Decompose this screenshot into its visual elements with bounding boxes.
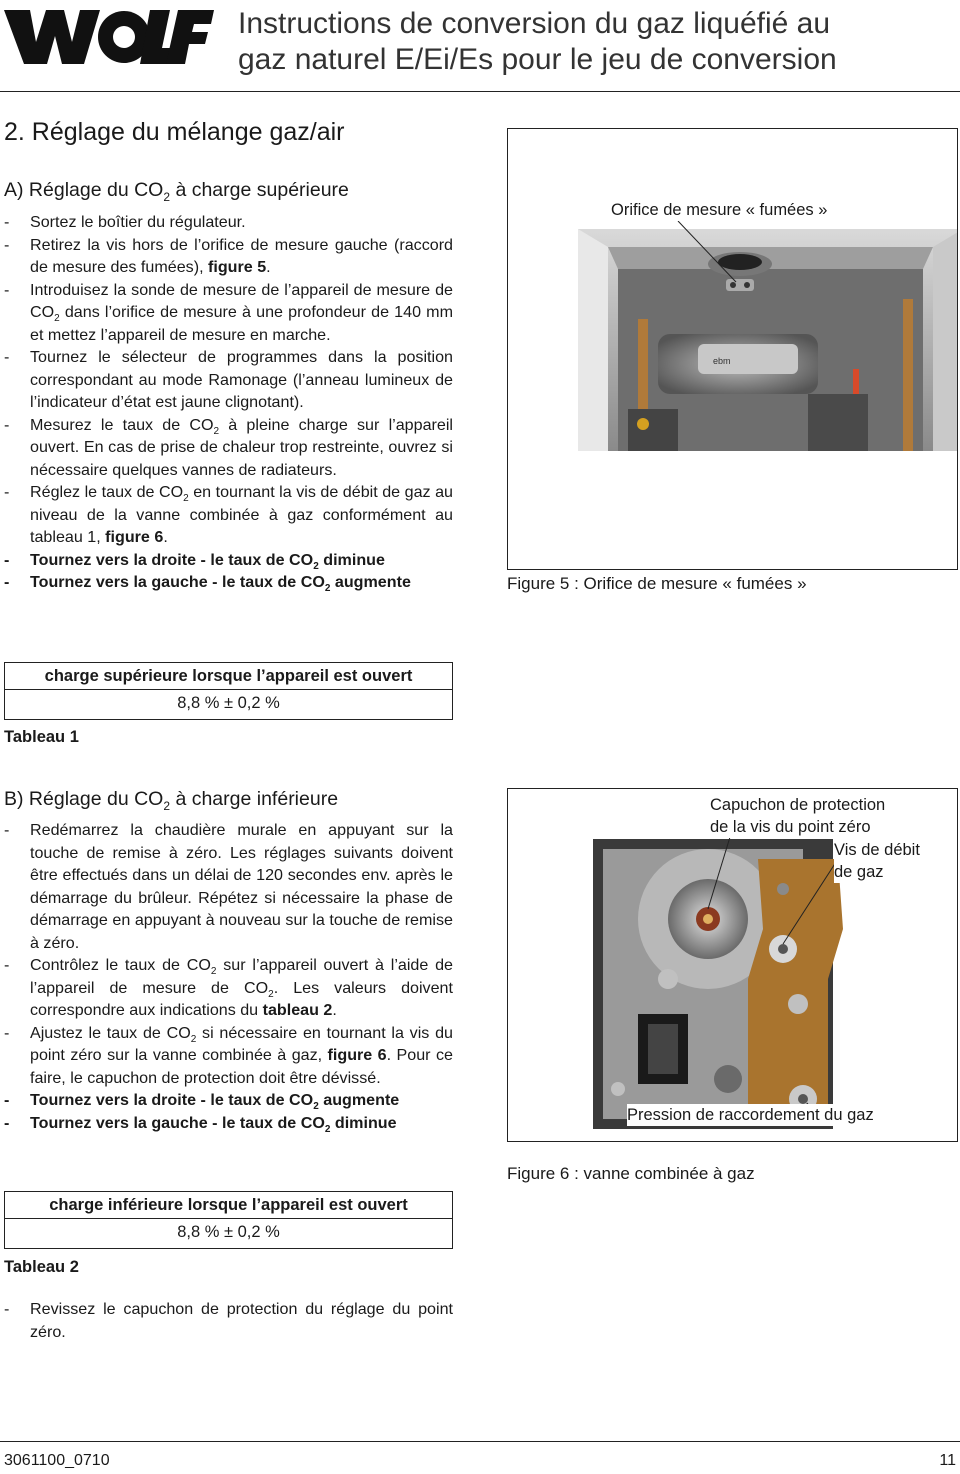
table-1-label: Tableau 1 bbox=[4, 728, 79, 746]
list-item: - Mesurez le taux de $CO_2$ à pleine charge sur l’appareil ouvert. En cas de prise de chaleur trop restreinte, ouvrez si nécessaire quelques vannes de radiateurs. bbox=[4, 414, 453, 482]
table-1 bbox=[4, 662, 453, 720]
header-divider bbox=[0, 91, 960, 92]
figure-6-callout-cap: Capuchon de protection de la vis du point zéro bbox=[710, 796, 886, 836]
figure-5-leader-line bbox=[508, 129, 957, 569]
wolf-logo bbox=[0, 8, 215, 66]
document-title bbox=[238, 6, 958, 78]
document-title-line2: gaz naturel E/Ei/Es pour le jeu de conversion bbox=[238, 43, 837, 76]
part-b-steps bbox=[4, 819, 453, 1134]
list-item: - Sortez le boîtier du régulateur. bbox=[4, 211, 453, 234]
svg-text:ebm: ebm bbox=[713, 356, 731, 366]
list-item: - Contrôlez le taux de $CO_2$ sur l’appareil ouvert à l’aide de l’appareil de mesure de $CO_2$. Les valeurs doivent correspondre aux indications du tableau 2. bbox=[4, 954, 453, 1022]
part-a-steps bbox=[4, 211, 453, 594]
list-item: - Tournez vers la droite - le taux de $CO_2$ augmente bbox=[4, 1089, 453, 1112]
figure-5-callout: Orifice de mesure « fumées » bbox=[611, 201, 828, 219]
figure-6-callout-gas-screw: Vis de débit de gaz bbox=[834, 841, 920, 881]
figure-6-caption: Figure 6 : vanne combinée à gaz bbox=[507, 1164, 755, 1183]
list-item: - Tournez vers la gauche - le taux de $CO_2$ diminue bbox=[4, 1112, 453, 1135]
figure-6-callout-pressure: Pression de raccordement du gaz bbox=[627, 1106, 874, 1124]
table-2-header: charge inférieure lorsque l’appareil est ouvert bbox=[5, 1192, 452, 1219]
list-item: - Réglez le taux de $CO_2$ en tournant la vis de débit de gaz au niveau de la vanne combinée à gaz conformément au tableau 1, figure 6. bbox=[4, 481, 453, 549]
figure-5-frame bbox=[507, 128, 958, 570]
document-number: 3061100_0710 bbox=[4, 1452, 110, 1469]
document-title-line1: Instructions de conversion du gaz liquéfié au bbox=[238, 7, 831, 40]
table-2 bbox=[4, 1191, 453, 1249]
list-item: - Revissez le capuchon de protection du réglage du point zéro. bbox=[4, 1298, 453, 1343]
figure-5-caption: Figure 5 : Orifice de mesure « fumées » bbox=[507, 574, 807, 593]
part-b-heading: B) Réglage du $CO_2$ à charge inférieure bbox=[4, 788, 339, 813]
list-item: - Ajustez le taux de $CO_2$ si nécessaire en tournant la vis du point zéro sur la vanne combinée à gaz, figure 6. Pour ce faire, le capuchon de protection doit être dévissé. bbox=[4, 1022, 453, 1090]
footer-divider bbox=[0, 1441, 960, 1442]
list-item: - Redémarrez la chaudière murale en appuyant sur la touche de remise à zéro. Les réglages suivants doivent être effectués dans un délai de 120 secondes env. après le démarrage du brûleur. Répétez si nécessaire la phase de démarrage en appuyant à nouveau sur la touche de remise à zéro. bbox=[4, 819, 453, 954]
list-item: - Tournez le sélecteur de programmes dans la position correspondant au mode Ramonage (l’anneau lumineux de l’indicateur d’état est jaune clignotant). bbox=[4, 346, 453, 414]
list-item: - Tournez vers la droite - le taux de $CO_2$ diminue bbox=[4, 549, 453, 572]
list-item: - Introduisez la sonde de mesure de l’appareil de mesure de $CO_2$ dans l’orifice de mesure à une profondeur de 140 mm et mettez l’appareil de mesure en marche. bbox=[4, 279, 453, 347]
final-step bbox=[4, 1298, 453, 1343]
table-2-label: Tableau 2 bbox=[4, 1258, 79, 1276]
figure-6-frame bbox=[507, 788, 958, 1142]
table-1-header: charge supérieure lorsque l’appareil est ouvert bbox=[5, 663, 452, 690]
table-2-value: 8,8 % ± 0,2 % bbox=[177, 1223, 280, 1241]
page-number: 11 bbox=[939, 1452, 956, 1469]
section-title: 2. Réglage du mélange gaz/air bbox=[4, 118, 345, 146]
list-item: - Tournez vers la gauche - le taux de $CO_2$ augmente bbox=[4, 571, 453, 594]
part-a-heading: A) Réglage du $CO_2$ à charge supérieure bbox=[4, 179, 349, 204]
table-1-value: 8,8 % ± 0,2 % bbox=[177, 694, 280, 712]
list-item: - Retirez la vis hors de l’orifice de mesure gauche (raccord de mesure des fumées), figure 5. bbox=[4, 234, 453, 279]
